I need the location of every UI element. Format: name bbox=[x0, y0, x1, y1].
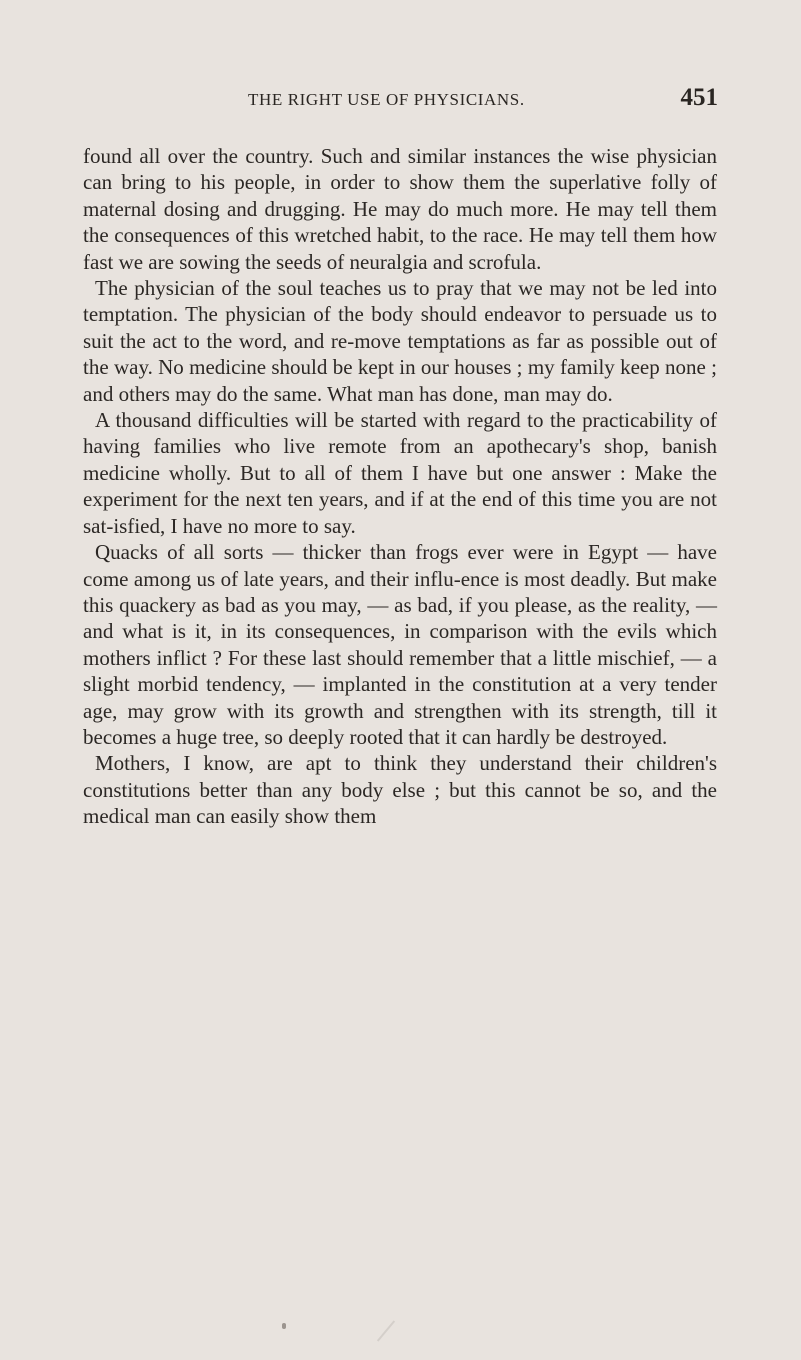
paragraph-3: A thousand difficulties will be started with regard to the practicability of having families who live remote from an apothecary's shop, banish medicine wholly. But to all of them I have but one answer : Make the experiment for the next ten years, and if at the end of this time you are not sat-isfied, I have no more to say. bbox=[83, 408, 717, 538]
page-header bbox=[248, 86, 718, 116]
paragraph-2: The physician of the soul teaches us to pray that we may not be led into temptation. The physician of the body should endeavor to persuade us to suit the act to the word, and re-move temptations as far as possible out of the way. No medicine should be kept in our houses ; my family keep none ; and others may do the same. What man has done, man may do. bbox=[83, 276, 717, 406]
page-number: 451 bbox=[680, 84, 718, 111]
body-text bbox=[83, 143, 717, 830]
ink-speck bbox=[282, 1323, 286, 1329]
paragraph-5: Mothers, I know, are apt to think they understand their children's constitutions better than any body else ; but this cannot be so, and the medical man can easily show them bbox=[83, 751, 717, 829]
paragraph-1: found all over the country. Such and similar instances the wise physician can bring to his people, in order to show them the superlative folly of maternal dosing and drugging. He may do much more. He may tell them the consequences of this wretched habit, to the race. He may tell them how fast we are sowing the seeds of neuralgia and scrofula. bbox=[83, 144, 717, 274]
running-title: THE RIGHT USE OF PHYSICIANS. bbox=[248, 90, 525, 109]
paper-mark bbox=[377, 1320, 395, 1341]
paragraph-4: Quacks of all sorts — thicker than frogs ever were in Egypt — have come among us of late years, and their influ-ence is most deadly. But make this quackery as bad as you may, — as bad, if you please, as the reality, — and what is it, in its consequences, in comparison with the evils which mothers inflict ? For these last should remember that a little mischief, — a slight morbid tendency, — implanted in the constitution at a very tender age, may grow with its growth and strengthen with its strength, till it becomes a huge tree, so deeply rooted that it can hardly be destroyed. bbox=[83, 540, 717, 749]
